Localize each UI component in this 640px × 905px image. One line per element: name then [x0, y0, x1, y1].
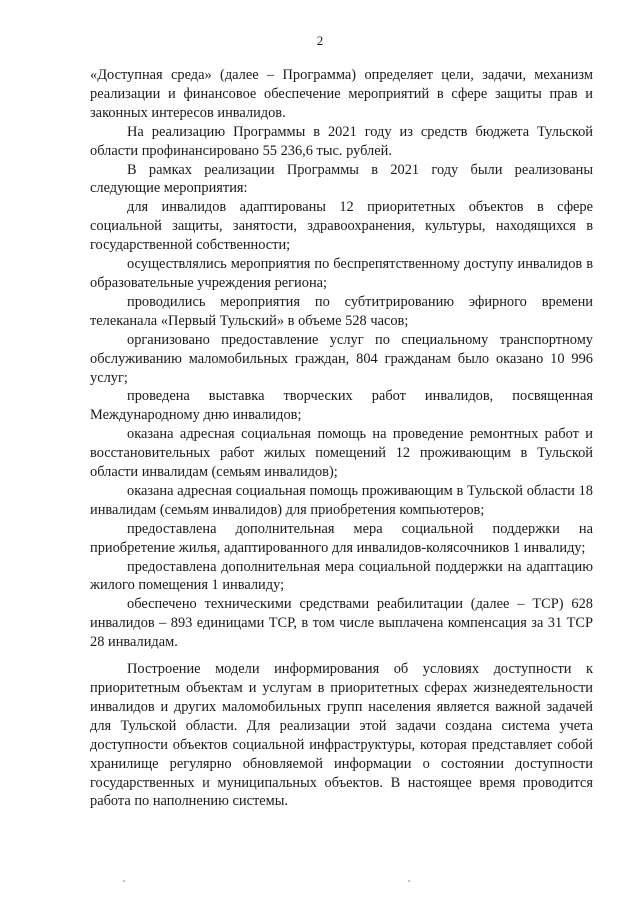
scan-speck [123, 880, 125, 882]
list-item-education-access: осуществлялись мероприятия по беспрепятственному доступу инвалидов в образовательные учреждения региона; [90, 256, 593, 291]
list-item-repair-aid: оказана адресная социальная помощь на проведение ремонтных работ и восстановительных работ жилых помещений 12 проживающим в Тульской области инвалидам (семьям инвалидов); [90, 426, 593, 481]
list-item-exhibition: проведена выставка творческих работ инвалидов, посвященная Международному дню инвалидов; [90, 388, 593, 424]
paragraph-information-model: Построение модели информирования об условиях доступности к приоритетным объектам и услугам в приоритетных сферах жизнедеятельности инвалидов и других маломобильных групп населения является важной задачей для Тульской области. Для реализации этой задачи создана система учета доступности объектов социальной инфраструктуры, которая представляет собой хранилище регулярно обновляемой информации о состоянии доступности государственных и муниципальных объектов. В настоящее время проводится работа по наполнению системы. [90, 661, 593, 810]
list-item-subtitling: проводились мероприятия по субтитрированию эфирного времени телеканала «Первый Тульский» в объеме 528 часов; [90, 293, 593, 329]
list-item-computer-aid: оказана адресная социальная помощь проживающим в Тульской области 18 инвалидам (семьям инвалидов) для приобретения компьютеров; [90, 482, 593, 518]
paragraph-funding: На реализацию Программы в 2021 году из средств бюджета Тульской области профинансировано 55 236,6 тыс. рублей. [90, 123, 593, 159]
list-item-adapted-objects: для инвалидов адаптированы 12 приоритетных объектов в сфере социальной защиты, занятости, здравоохранения, культуры, находящихся в государственной собственности; [90, 199, 593, 254]
list-item-housing-purchase: предоставлена дополнительная мера социальной поддержки на приобретение жилья, адаптированного для инвалидов-колясочников 1 инвалиду; [90, 520, 593, 556]
list-item-transport: организовано предоставление услуг по специальному транспортному обслуживанию маломобильных граждан, 804 гражданам было оказано 10 996 услуг; [90, 331, 593, 386]
paragraph-measures-intro: В рамках реализации Программы в 2021 году были реализованы следующие мероприятия: [90, 161, 593, 197]
scan-speck [408, 880, 410, 882]
list-item-housing-adaptation: предоставлена дополнительная мера социальной поддержки на адаптацию жилого помещения 1 инвалиду; [90, 558, 593, 594]
list-item-rehab-equipment: обеспечено техническими средствами реабилитации (далее – ТСР) 628 инвалидов – 893 единицами ТСР, в том числе выплачена компенсация за 31 ТСР 28 инвалидам. [90, 596, 593, 651]
page-number: 2 [316, 33, 324, 48]
paragraph-program-intro: «Доступная среда» (далее – Программа) определяет цели, задачи, механизм реализации и финансовое обеспечение мероприятий в сфере защиты прав и законных интересов инвалидов. [90, 67, 593, 121]
document-body [90, 66, 593, 811]
